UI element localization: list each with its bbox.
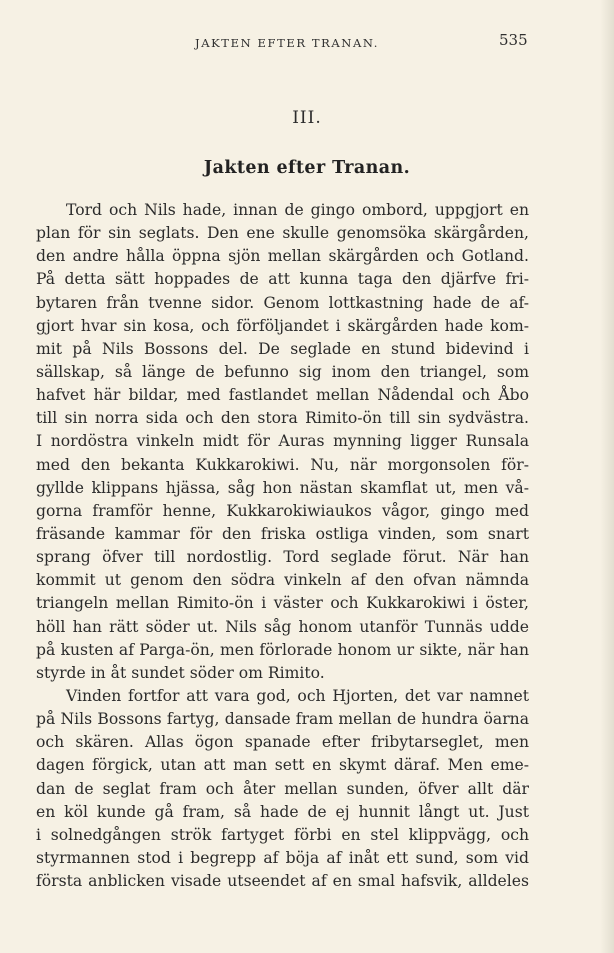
- text-line: bytaren från tvenne sidor. Genom lottkastning hade de af-: [36, 293, 529, 312]
- text-line: dan de seglat fram och åter mellan sunden, öfver allt där: [36, 779, 529, 798]
- text-line: Tord och Nils hade, innan de gingo ombord, uppgjort en: [66, 201, 529, 219]
- text-line: mit på Nils Bossons del. De seglade en stund bidevind i: [36, 339, 529, 358]
- text-line: dagen förgick, utan att man sett en skymt däraf. Men eme-: [36, 756, 529, 775]
- body-text: [36, 199, 529, 893]
- text-line: till sin norra sida och den stora Rimito-ön till sin sydvästra.: [36, 409, 529, 428]
- text-line: plan för sin seglats. Den ene skulle genomsöka skärgården,: [36, 224, 529, 243]
- text-line: sprang öfver till nordostlig. Tord seglade förut. När han: [36, 548, 529, 567]
- text-line: en köl kunde gå fram, så hade de ej hunnit långt ut. Just: [36, 802, 529, 821]
- text-line: den andre hålla öppna sjön mellan skärgården och Gotland.: [36, 247, 529, 266]
- text-line: Vinden fortfor att vara god, och Hjorten, det var namnet: [66, 686, 529, 705]
- text-line: första anblicken visade utseendet af en smal hafsvik, alldeles: [36, 872, 529, 891]
- chapter-number: III.: [292, 108, 322, 128]
- text-line: I nordöstra vinkeln midt för Auras mynning ligger Runsala: [36, 432, 529, 451]
- text-line: och skären. Allas ögon spanade efter fribytarseglet, men: [36, 733, 529, 752]
- text-line: i solnedgången strök fartyget förbi en stel klippvägg, och: [36, 825, 529, 844]
- text-line: triangeln mellan Rimito-ön i väster och Kukkarokiwi i öster,: [36, 594, 529, 613]
- running-head: JAKTEN EFTER TRANAN.: [195, 36, 380, 50]
- text-line: kommit ut genom den södra vinkeln af den ofvan nämnda: [36, 571, 529, 590]
- text-line: styrde in åt sundet söder om Rimito.: [36, 663, 325, 682]
- text-line: gorna framför henne, Kukkarokiwiaukos vågor, gingo med: [36, 501, 529, 520]
- text-line: på Nils Bossons fartyg, dansade fram mellan de hundra öarna: [36, 710, 529, 729]
- text-line: med den bekanta Kukkarokiwi. Nu, när morgonsolen för-: [36, 455, 529, 474]
- text-line: styrmannen stod i begrepp af böja af inåt ett sund, som vid: [36, 848, 529, 867]
- text-line: På detta sätt hoppades de att kunna taga den djärfve fri-: [36, 270, 529, 289]
- text-line: höll han rätt söder ut. Nils såg honom utanför Tunnäs udde: [36, 617, 529, 636]
- page-edge-shadow: [600, 0, 614, 953]
- text-line: gjort hvar sin kosa, och förföljandet i skärgården hade kom-: [36, 316, 529, 335]
- page-number: 535: [499, 31, 528, 49]
- chapter-title: Jakten efter Tranan.: [203, 158, 411, 178]
- text-line: sällskap, så länge de befunno sig inom den triangel, som: [36, 362, 529, 381]
- text-line: på kusten af Parga-ön, men förlorade honom ur sikte, när han: [36, 640, 529, 659]
- text-line: hafvet här bildar, med fastlandet mellan Nådendal och Åbo: [36, 386, 529, 405]
- text-line: fräsande kammar för den friska ostliga vinden, som snart: [36, 524, 529, 543]
- text-line: gyllde klippans hjässa, såg hon nästan skamflat ut, men vå-: [36, 478, 529, 497]
